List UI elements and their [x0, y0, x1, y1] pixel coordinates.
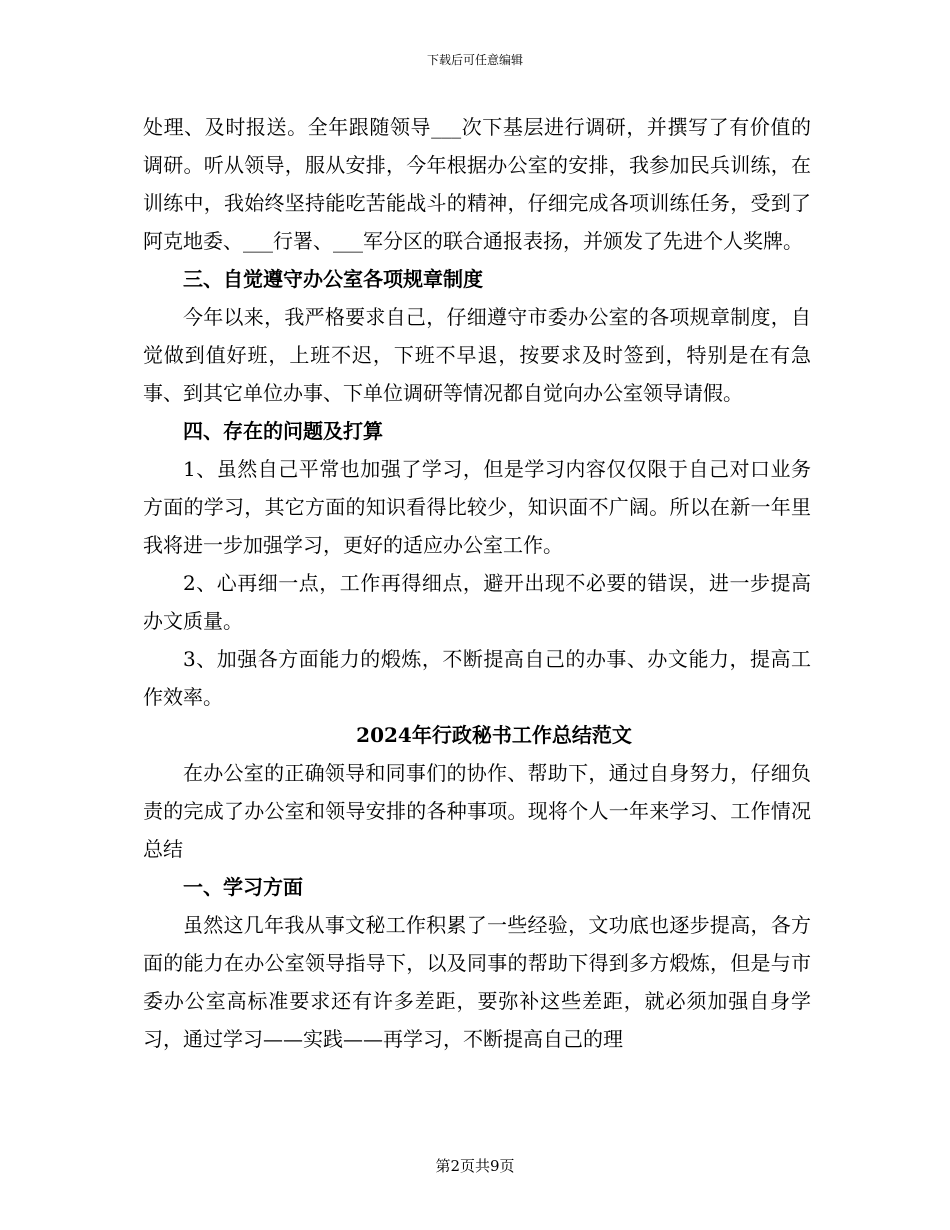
section-heading: 一、学习方面	[183, 875, 303, 899]
body-paragraph: 在办公室的正确领导和同事们的协作、帮助下，通过自身努力，仔细负责的完成了办公室和领导安排的各种事项。现将个人一年来学习、工作情况总结	[143, 761, 811, 861]
body-paragraph: 1、虽然自己平常也加强了学习，但是学习内容仅仅限于自己对口业务方面的学习，其它方面的知识看得比较少，知识面不广阔。所以在新一年里我将进一步加强学习，更好的适应办公室工作。	[143, 457, 811, 557]
body-paragraph: 今年以来，我严格要求自己，仔细遵守市委办公室的各项规章制度，自觉做到值好班，上班不迟，下班不早退，按要求及时签到，特别是在有急事、到其它单位办事、下单位调研等情况都自觉向办公室领导请假。	[143, 305, 811, 405]
body-paragraph: 2、心再细一点，工作再得细点，避开出现不必要的错误，进一步提高办文质量。	[143, 571, 811, 633]
section-heading: 三、自觉遵守办公室各项规章制度	[183, 267, 483, 291]
page-header: 下载后可任意编辑	[426, 53, 523, 67]
body-paragraph: 虽然这几年我从事文秘工作积累了一些经验，文功底也逐步提高，各方面的能力在办公室领导指导下，以及同事的帮助下得到多方煅炼，但是与市委办公室高标准要求还有许多差距，要弥补这些差距，就必须加强自身学习，通过学习——实践——再学习，不断提高自己的理	[143, 913, 811, 1051]
document-body	[143, 108, 811, 1058]
body-paragraph: 处理、及时报送。全年跟随领导___次下基层进行调研，并撰写了有价值的调研。听从领导，服从安排，今年根据办公室的安排，我参加民兵训练，在训练中，我始终坚持能吃苦能战斗的精神，仔细完成各项训练任务，受到了阿克地委、___行署、___军分区的联合通报表扬，并颁发了先进个人奖牌。	[143, 115, 811, 253]
page-footer: 第2页共9页	[435, 1157, 515, 1175]
section-heading: 四、存在的问题及打算	[183, 419, 383, 443]
document-title: 2024年行政秘书工作总结范文	[356, 723, 632, 747]
body-paragraph: 3、加强各方面能力的煅炼，不断提高自己的办事、办文能力，提高工作效率。	[143, 647, 811, 709]
